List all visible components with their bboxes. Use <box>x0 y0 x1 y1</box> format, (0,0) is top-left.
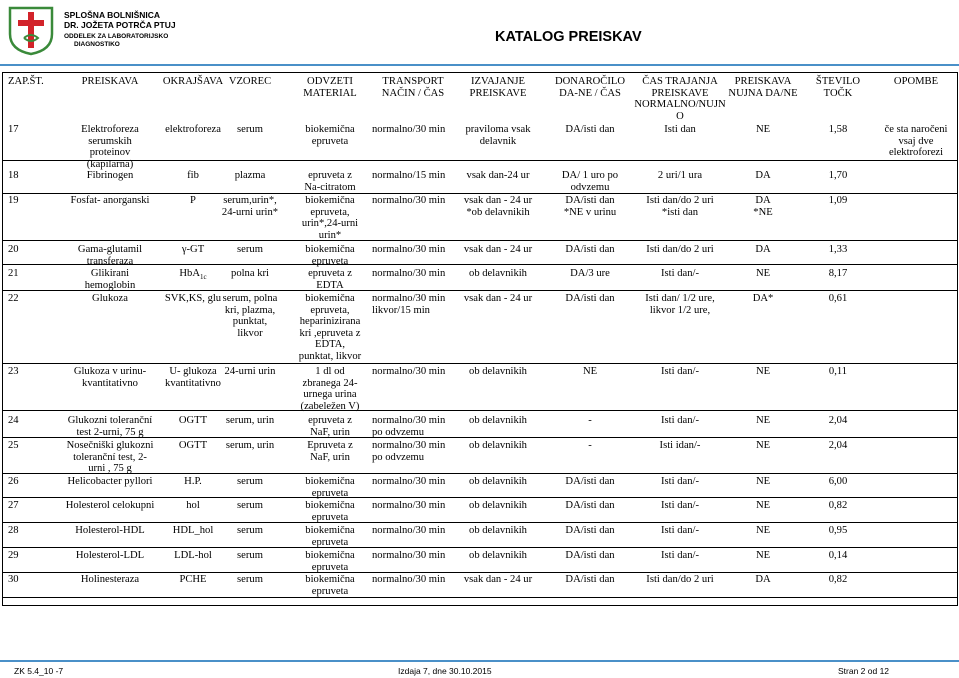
cell-preiskava: Fosfat- anorganski <box>70 195 150 206</box>
row-divider <box>2 410 957 411</box>
cell-donarocilo: DA/3 ure <box>570 268 610 279</box>
cell-donarocilo: DA/isti dan <box>565 476 615 487</box>
cell-okrajsava: hol <box>186 500 200 511</box>
cell-cas-trajanja: Isti dan/- <box>661 476 699 487</box>
footer-divider <box>0 660 959 662</box>
hospital-logo-icon <box>6 4 56 56</box>
cell-tocke: 0,61 <box>828 293 848 304</box>
cell-tocke: 1,58 <box>828 124 848 135</box>
cell-vzorec: serum <box>237 525 263 536</box>
cell-cas-trajanja: Isti dan/ 1/2 ure, likvor 1/2 ure, <box>645 293 715 316</box>
cell-nujna: NE <box>755 415 771 426</box>
cell-donarocilo: - <box>588 415 592 426</box>
cell-donarocilo: DA/isti dan <box>565 550 615 561</box>
cell-cas-trajanja: Isti dan/- <box>661 525 699 536</box>
cell-transport: normalno/30 min <box>372 574 446 585</box>
cell-vzorec: serum,urin*, 24-urni urin* <box>221 195 279 218</box>
cell-tocke: 1,70 <box>828 170 848 181</box>
cell-transport: normalno/30 min <box>372 500 446 511</box>
row-divider <box>2 160 957 161</box>
cell-tocke: 0,95 <box>828 525 848 536</box>
cell-zap-st: 26 <box>8 476 19 487</box>
cell-nujna: NE <box>755 440 771 451</box>
cell-cas-trajanja: Isti idan/- <box>659 440 701 451</box>
cell-material: biokemična epruveta <box>305 550 355 573</box>
row-divider <box>2 497 957 498</box>
cell-vzorec: serum <box>237 550 263 561</box>
row-divider <box>2 193 957 194</box>
cell-tocke: 2,04 <box>828 440 848 451</box>
cell-vzorec: serum <box>237 574 263 585</box>
cell-izvajanje: ob delavnikih <box>469 550 527 561</box>
cell-zap-st: 18 <box>8 170 19 181</box>
cell-vzorec: serum, polna kri, plazma, punktat, likvor <box>222 293 278 339</box>
cell-donarocilo: DA/isti dan <box>565 293 615 304</box>
column-header-okrajsava: OKRAJŠAVA <box>162 76 224 87</box>
cell-transport: normalno/30 min <box>372 268 446 279</box>
cell-cas-trajanja: Isti dan/- <box>661 268 699 279</box>
cell-izvajanje: vsak dan-24 ur <box>466 170 530 181</box>
cell-donarocilo: DA/isti dan <box>565 244 615 255</box>
cell-cas-trajanja: Isti dan/- <box>661 366 699 377</box>
cell-zap-st: 28 <box>8 525 19 536</box>
cell-tocke: 1,09 <box>828 195 848 206</box>
cell-material: biokemična epruveta <box>305 525 355 548</box>
cell-nujna: NE <box>755 124 771 135</box>
cell-izvajanje: ob delavnikih <box>469 525 527 536</box>
cell-material: Epruveta z NaF, urin <box>307 440 353 463</box>
cell-zap-st: 19 <box>8 195 19 206</box>
footer-page: Stran 2 od 12 <box>838 666 890 676</box>
cell-material: 1 dl od zbranega 24- urnega urina (zabeležen V) <box>300 366 360 412</box>
column-header-cas-trajanja: ČAS TRAJANJA PREISKAVE NORMALNO/NUJN O <box>634 76 726 122</box>
cell-nujna: NE <box>755 550 771 561</box>
cell-cas-trajanja: Isti dan/- <box>661 550 699 561</box>
cell-okrajsava: elektroforeza <box>165 124 221 135</box>
cell-zap-st: 21 <box>8 268 19 279</box>
column-header-transport: TRANSPORT NAČIN / ČAS <box>381 76 445 99</box>
cell-vzorec: serum, urin <box>225 415 275 426</box>
cell-preiskava: Nosečniški glukozni toleranční test, 2- urni , 75 g <box>66 440 154 475</box>
column-header-opombe: OPOMBE <box>893 76 939 87</box>
cell-transport: normalno/30 min <box>372 124 446 135</box>
cell-material: biokemična epruveta <box>305 244 355 267</box>
cell-izvajanje: ob delavnikih <box>469 366 527 377</box>
cell-donarocilo: DA/isti dan <box>565 574 615 585</box>
cell-zap-st: 23 <box>8 366 19 377</box>
column-header-donarocilo: DONAROČILO DA-NE / ČAS <box>554 76 626 99</box>
row-divider <box>2 522 957 523</box>
cell-nujna: DA <box>755 170 771 181</box>
cell-zap-st: 22 <box>8 293 19 304</box>
cell-preiskava: Holesterol celokupni <box>65 500 155 511</box>
cell-transport: normalno/30 min <box>372 244 446 255</box>
cell-preiskava: Holesterol-LDL <box>75 550 145 561</box>
cell-nujna: NE <box>755 476 771 487</box>
cell-okrajsava: HbA$_{1c}$ <box>179 268 207 282</box>
cell-izvajanje: ob delavnikih <box>469 415 527 426</box>
cell-material: epruveta z EDTA <box>308 268 352 291</box>
cell-preiskava: Glukoza <box>92 293 128 304</box>
column-header-tocke: ŠTEVILO TOČK <box>815 76 861 99</box>
cell-okrajsava: γ-GT <box>181 244 205 255</box>
cell-cas-trajanja: Isti dan/do 2 uri <box>646 574 714 585</box>
cell-tocke: 0,11 <box>828 366 848 377</box>
cell-cas-trajanja: Isti dan/- <box>661 500 699 511</box>
cell-material: biokemična epruveta <box>305 476 355 499</box>
cell-material: epruveta z NaF, urin <box>308 415 352 438</box>
cell-preiskava: Fibrinogen <box>86 170 134 181</box>
cell-zap-st: 20 <box>8 244 19 255</box>
cell-preiskava: Gama-glutamil transferaza <box>77 244 143 267</box>
cell-vzorec: serum <box>237 500 263 511</box>
cell-transport: normalno/30 min <box>372 525 446 536</box>
cell-transport: normalno/30 min <box>372 195 446 206</box>
cell-izvajanje: vsak dan - 24 ur <box>463 244 533 255</box>
cell-okrajsava: OGTT <box>178 415 208 426</box>
cell-izvajanje: praviloma vsak delavnik <box>465 124 531 147</box>
cell-zap-st: 29 <box>8 550 19 561</box>
cell-tocke: 0,82 <box>828 574 848 585</box>
cell-okrajsava: P <box>190 195 196 206</box>
cell-okrajsava: SVK,KS, glu <box>164 293 222 304</box>
page-title: KATALOG PREISKAV <box>495 29 642 45</box>
cell-preiskava: Helicobacter pyllori <box>67 476 153 487</box>
cell-vzorec: serum <box>237 244 263 255</box>
cell-okrajsava: U- glukoza kvantitativno <box>165 366 221 389</box>
cell-transport: normalno/30 min po odvzemu <box>372 415 446 438</box>
cell-preiskava: Holinesteraza <box>80 574 140 585</box>
column-header-preiskava: PREISKAVA <box>81 76 139 87</box>
row-divider <box>2 264 957 265</box>
cell-cas-trajanja: Isti dan <box>664 124 696 135</box>
cell-nujna: DA <box>755 244 771 255</box>
cell-okrajsava: H.P. <box>184 476 202 487</box>
column-header-nujna: PREISKAVA NUJNA DA/NE <box>728 76 798 99</box>
cell-vzorec: serum, urin <box>225 440 275 451</box>
cell-vzorec: serum <box>237 476 263 487</box>
row-divider <box>2 547 957 548</box>
cell-opombe: če sta naročeni vsaj dve elektroforezi <box>884 124 948 159</box>
cell-izvajanje: ob delavnikih <box>469 476 527 487</box>
cell-transport: normalno/30 min <box>372 476 446 487</box>
row-divider <box>2 290 957 291</box>
cell-vzorec: polna kri <box>231 268 269 279</box>
column-header-material: ODVZETI MATERIAL <box>303 76 357 99</box>
cell-okrajsava: OGTT <box>178 440 208 451</box>
cell-okrajsava: LDL-hol <box>174 550 212 561</box>
cell-donarocilo: NE <box>582 366 598 377</box>
cell-izvajanje: vsak dan - 24 ur *ob delavnikih <box>463 195 533 218</box>
cell-okrajsava: PCHE <box>179 574 207 585</box>
cell-transport: normalno/30 min po odvzemu <box>372 440 446 463</box>
cell-vzorec: 24-urni urin <box>224 366 276 377</box>
cell-donarocilo: DA/isti dan <box>565 124 615 135</box>
hospital-name: SPLOŠNA BOLNIŠNICA DR. JOŽETA POTRČA PTUJ ODDELEK ZA LABORATORIJSKO DIAGNOSTIKO <box>64 10 176 48</box>
cell-preiskava: Glikirani hemoglobin <box>84 268 136 291</box>
cell-zap-st: 17 <box>8 124 19 135</box>
cell-preiskava: Holesterol-HDL <box>75 525 145 536</box>
column-header-vzorec: VZOREC <box>228 76 272 87</box>
cell-izvajanje: ob delavnikih <box>469 500 527 511</box>
cell-vzorec: serum <box>237 124 263 135</box>
cell-nujna: NE <box>755 525 771 536</box>
cell-donarocilo: DA/ 1 uro po odvzemu <box>561 170 619 193</box>
cell-material: epruveta z Na-citratom <box>304 170 356 193</box>
cell-nujna: DA* <box>752 293 774 304</box>
cell-izvajanje: ob delavnikih <box>469 440 527 451</box>
cell-donarocilo: DA/isti dan <box>565 525 615 536</box>
cell-vzorec: plazma <box>234 170 266 181</box>
cell-material: biokemična epruveta, heparinizirana kri ,epruveta z EDTA, punktat, likvor <box>298 293 362 362</box>
cell-nujna: NE <box>755 268 771 279</box>
footer-issue: Izdaja 7, dne 30.10.2015 <box>398 666 492 676</box>
cell-zap-st: 27 <box>8 500 19 511</box>
cell-transport: normalno/30 min <box>372 366 446 377</box>
cell-donarocilo: DA/isti dan *NE v urinu <box>563 195 617 218</box>
cell-material: biokemična epruveta <box>305 124 355 147</box>
cell-izvajanje: vsak dan - 24 ur <box>463 574 533 585</box>
header-divider <box>0 64 959 66</box>
cell-material: biokemična epruveta, urin*,24-urni urin* <box>301 195 359 241</box>
cell-cas-trajanja: Isti dan/- <box>661 415 699 426</box>
footer-doc-code: ZK 5.4_10 -7 <box>14 666 64 676</box>
cell-izvajanje: vsak dan - 24 ur <box>463 293 533 304</box>
cell-nujna: NE <box>755 366 771 377</box>
cell-nujna: NE <box>755 500 771 511</box>
cell-transport: normalno/30 min <box>372 550 446 561</box>
cell-transport: normalno/15 min <box>372 170 446 181</box>
row-divider <box>2 597 957 598</box>
cell-okrajsava: fib <box>187 170 199 181</box>
column-header-zap-st: ZAP.ŠT. <box>8 76 44 87</box>
cell-okrajsava: HDL_hol <box>172 525 214 536</box>
cell-preiskava: Glukozni toleranční test 2-urni, 75 g <box>67 415 153 438</box>
row-divider <box>2 572 957 573</box>
cell-cas-trajanja: Isti dan/do 2 uri <box>646 244 714 255</box>
cell-nujna: DA *NE <box>753 195 773 218</box>
cell-transport: normalno/30 min likvor/15 min <box>372 293 446 316</box>
cell-cas-trajanja: Isti dan/do 2 uri *isti dan <box>646 195 714 218</box>
cell-preiskava: Glukoza v urinu- kvantitativno <box>73 366 147 389</box>
cell-cas-trajanja: 2 uri/1 ura <box>657 170 703 181</box>
cell-tocke: 8,17 <box>828 268 848 279</box>
cell-zap-st: 25 <box>8 440 19 451</box>
column-header-izvajanje: IZVAJANJE PREISKAVE <box>469 76 527 99</box>
row-divider <box>2 240 957 241</box>
row-divider <box>2 363 957 364</box>
cell-material: biokemična epruveta <box>305 500 355 523</box>
cell-izvajanje: ob delavnikih <box>469 268 527 279</box>
cell-zap-st: 30 <box>8 574 19 585</box>
cell-nujna: DA <box>755 574 771 585</box>
cell-preiskava: Elektroforeza serumskih proteinov (kapilarna) <box>81 124 139 170</box>
cell-tocke: 6,00 <box>828 476 848 487</box>
cell-tocke: 2,04 <box>828 415 848 426</box>
cell-zap-st: 24 <box>8 415 19 426</box>
cell-donarocilo: DA/isti dan <box>565 500 615 511</box>
cell-tocke: 1,33 <box>828 244 848 255</box>
cell-material: biokemična epruveta <box>305 574 355 597</box>
cell-tocke: 0,14 <box>828 550 848 561</box>
cell-tocke: 0,82 <box>828 500 848 511</box>
cell-donarocilo: - <box>588 440 592 451</box>
